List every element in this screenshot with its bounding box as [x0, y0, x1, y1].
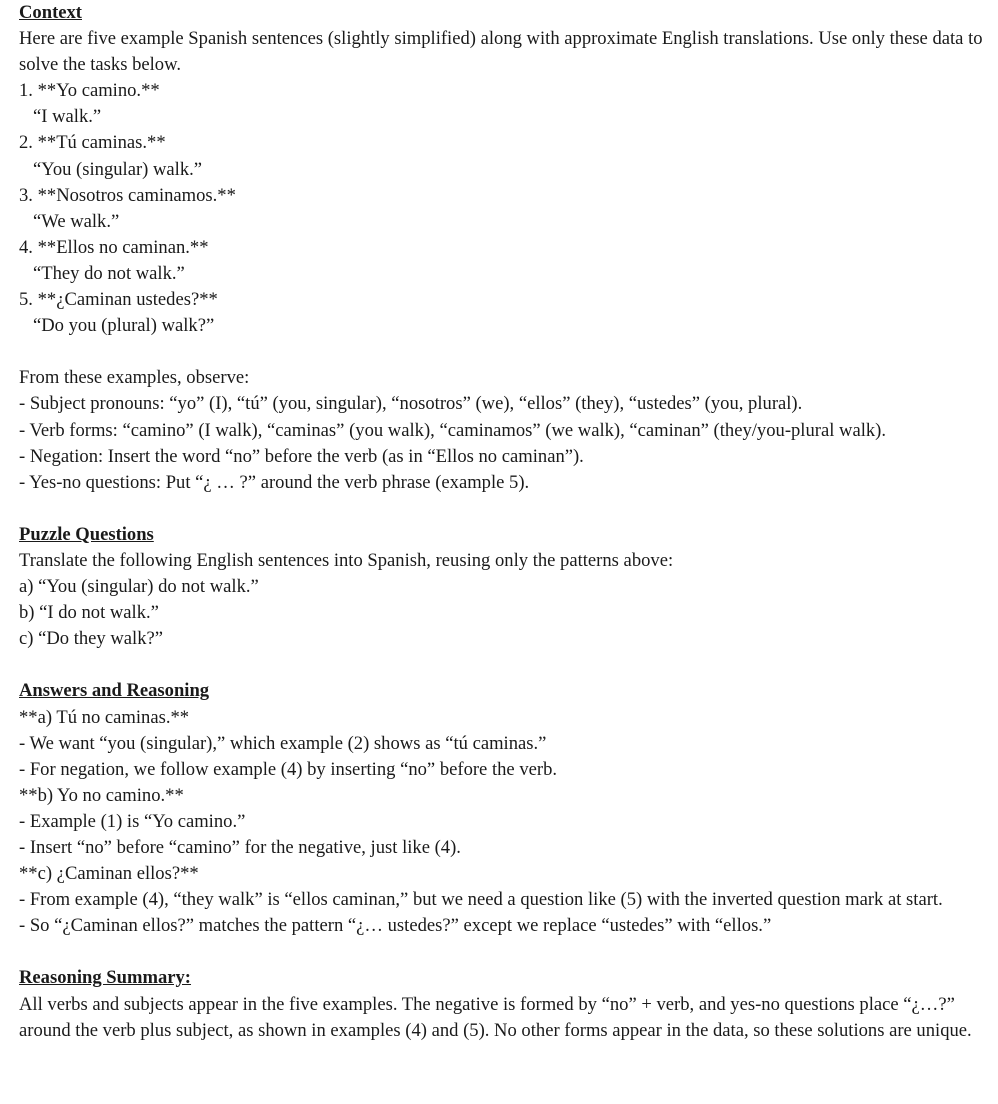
answer-b-reason-1: - Example (1) is “Yo camino.” — [19, 810, 246, 832]
spacer — [19, 339, 991, 365]
summary-heading: Reasoning Summary: — [19, 967, 192, 989]
answer-b-reason-2: - Insert “no” before “camino” for the negative, just like (4). — [19, 837, 461, 858]
context-heading: Context — [19, 2, 82, 23]
summary-text: All verbs and subjects appear in the five examples. The negative is formed by “no” + verb, and yes-no questions place “¿…?” around the verb plus subject, as shown in examples (4) and (5). No other forms appear in the data, so these solutions are unique. — [19, 993, 972, 1041]
example-1-english: “I walk.” — [33, 106, 102, 128]
question-c: c) “Do they walk?” — [19, 628, 164, 650]
example-4-spanish: 4. **Ellos no caminan.** — [19, 236, 209, 258]
question-a: a) “You (singular) do not walk.” — [19, 576, 259, 598]
answer-b-title: **b) Yo no camino.** — [19, 784, 184, 806]
observation-questions: - Yes-no questions: Put “¿ … ?” around the verb phrase (example 5). — [19, 471, 530, 493]
answer-c-reason-2: - So “¿Caminan ellos?” matches the pattern “¿… ustedes?” except we replace “ustedes” with “ellos.” — [19, 915, 772, 937]
puzzle-heading: Puzzle Questions — [19, 523, 154, 545]
example-5-english: “Do you (plural) walk?” — [33, 315, 215, 337]
answer-c-title: **c) ¿Caminan ellos?** — [19, 863, 199, 885]
context-intro: Here are five example Spanish sentences (slightly simplified) along with approximate English translations. Use only these data to solve the tasks below. — [19, 28, 983, 76]
spacer — [19, 652, 991, 678]
answer-c-reason-1: - From example (4), “they walk” is “ellos caminan,” but we need a question like (5) with the inverted question mark at start. — [19, 889, 943, 911]
spacer — [19, 939, 991, 965]
observation-negation: - Negation: Insert the word “no” before the verb (as in “Ellos no caminan”). — [19, 445, 584, 467]
example-3-spanish: 3. **Nosotros caminamos.** — [19, 184, 236, 206]
example-1-spanish: 1. **Yo camino.** — [19, 80, 160, 102]
example-2-spanish: 2. **Tú caminas.** — [19, 132, 166, 154]
spacer — [19, 496, 991, 522]
answer-a-title: **a) Tú no caminas.** — [19, 706, 190, 728]
observation-verb-forms: - Verb forms: “camino” (I walk), “caminas” (you walk), “caminamos” (we walk), “caminan” (they/you-plural walk). — [19, 419, 887, 441]
example-2-english: “You (singular) walk.” — [33, 158, 203, 180]
example-4-english: “They do not walk.” — [33, 262, 185, 284]
question-b: b) “I do not walk.” — [19, 602, 159, 624]
answers-heading: Answers and Reasoning — [19, 680, 210, 702]
puzzle-intro: Translate the following English sentences into Spanish, reusing only the patterns above: — [19, 549, 674, 571]
example-5-spanish: 5. **¿Caminan ustedes?** — [19, 289, 218, 311]
answer-a-reason-2: - For negation, we follow example (4) by inserting “no” before the verb. — [19, 758, 558, 780]
answer-a-reason-1: - We want “you (singular),” which example (2) shows as “tú caminas.” — [19, 732, 547, 754]
observe-intro: From these examples, observe: — [19, 367, 250, 389]
observation-pronouns: - Subject pronouns: “yo” (I), “tú” (you, singular), “nosotros” (we), “ellos” (they), “ustedes” (you, plural). — [19, 393, 803, 415]
document — [19, 0, 991, 1044]
example-3-english: “We walk.” — [33, 210, 120, 232]
